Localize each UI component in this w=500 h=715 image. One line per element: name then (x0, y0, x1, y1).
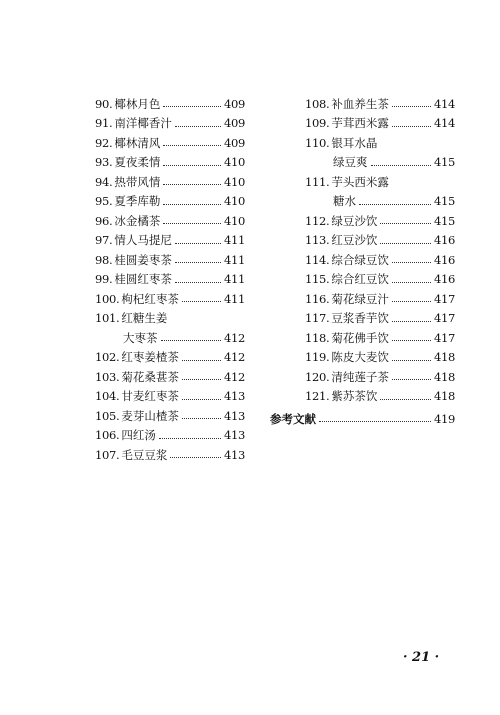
leader-dots (182, 360, 221, 361)
toc-entry (95, 348, 245, 368)
entry-number: 105. (95, 408, 120, 423)
entry-number: 98. (95, 252, 113, 267)
entry-title: 芋茸西米露 (331, 116, 389, 131)
entry-title: 紫苏茶饮 (331, 389, 378, 404)
entry-title: 大枣茶 (123, 330, 158, 345)
leader-dots (163, 106, 221, 107)
entry-title: 菊花绿豆汁 (331, 291, 389, 306)
entry-title: 菊花佛手饮 (331, 330, 389, 345)
leader-dots (163, 145, 221, 146)
toc-entry (95, 250, 245, 270)
toc-entry (95, 309, 245, 329)
entry-title: 冰金橘茶 (114, 213, 161, 228)
entry-number: 90. (95, 96, 113, 111)
entry-title: 综合绿豆饮 (331, 252, 389, 267)
entry-number: 110. (305, 135, 330, 150)
entry-number: 112. (305, 213, 330, 228)
toc-entry (95, 133, 245, 153)
entry-page: 410 (223, 213, 245, 228)
entry-page: 415 (433, 213, 455, 228)
entry-page: 411 (223, 252, 245, 267)
leader-dots (175, 262, 221, 263)
entry-page: 411 (223, 272, 245, 287)
entry-page: 412 (223, 330, 245, 345)
entry-title: 毛豆豆浆 (121, 447, 168, 462)
entry-title: 枸杞红枣茶 (121, 291, 179, 306)
entry-title: 银耳水晶 (331, 135, 378, 150)
entry-page: 418 (433, 350, 455, 365)
leader-dots (163, 204, 221, 205)
leader-dots (380, 243, 431, 244)
entry-page: 411 (223, 233, 245, 248)
entry-number: 119. (305, 350, 330, 365)
toc-entry (305, 250, 455, 270)
entry-page: 412 (223, 369, 245, 384)
entry-number: 99. (95, 272, 113, 287)
entry-number: 97. (95, 233, 113, 248)
leader-dots (163, 223, 221, 224)
entry-title: 桂圆姜枣茶 (114, 252, 172, 267)
entry-number: 104. (95, 389, 120, 404)
entry-title: 陈皮大麦饮 (331, 350, 389, 365)
entry-number: 91. (95, 116, 113, 131)
entry-page: 416 (433, 233, 455, 248)
leader-dots (182, 399, 221, 400)
entry-number: 100. (95, 291, 120, 306)
entry-number: 108. (305, 96, 330, 111)
toc-entry (305, 348, 455, 368)
entry-page: 412 (223, 350, 245, 365)
entry-number: 94. (95, 174, 113, 189)
entry-title: 南洋椰香汁 (114, 116, 172, 131)
leader-dots (182, 301, 221, 302)
entry-page: 417 (433, 311, 455, 326)
leader-dots (170, 457, 221, 458)
entry-page: 409 (223, 116, 245, 131)
entry-page: 418 (433, 389, 455, 404)
entry-page: 414 (433, 96, 455, 111)
entry-number: 95. (95, 194, 113, 209)
entry-title: 四红汤 (121, 428, 156, 443)
leader-dots (392, 126, 431, 127)
leader-dots (392, 360, 431, 361)
entry-number: 103. (95, 369, 120, 384)
entry-page: 418 (433, 369, 455, 384)
toc-right-column (305, 94, 455, 406)
toc-entry (305, 328, 455, 348)
leader-dots (392, 282, 431, 283)
toc-entry-references (270, 409, 455, 429)
entry-page: 409 (223, 96, 245, 111)
entry-title: 清纯莲子茶 (331, 369, 389, 384)
entry-page: 413 (223, 447, 245, 462)
entry-number: 102. (95, 350, 120, 365)
toc-entry (305, 367, 455, 387)
entry-page: 413 (223, 408, 245, 423)
entry-number: 114. (305, 252, 330, 267)
references-title: 参考文献 (270, 411, 316, 426)
toc-entry (95, 94, 245, 114)
leader-dots (319, 421, 431, 422)
toc-entry (305, 133, 455, 153)
entry-number: 92. (95, 135, 113, 150)
toc-entry (95, 387, 245, 407)
toc-entry (95, 445, 245, 465)
leader-dots (182, 379, 221, 380)
entry-title: 情人马提尼 (114, 233, 172, 248)
entry-title: 绿豆沙饮 (331, 213, 378, 228)
entry-page: 417 (433, 330, 455, 345)
leader-dots (161, 340, 221, 341)
entry-number: 116. (305, 291, 330, 306)
entry-number: 101. (95, 311, 120, 326)
entry-title: 椰林月色 (114, 96, 161, 111)
toc-entry (305, 211, 455, 231)
entry-title: 糖水 (333, 194, 356, 209)
toc-entry (305, 270, 455, 290)
entry-number: 113. (305, 233, 330, 248)
entry-page: 410 (223, 174, 245, 189)
toc-entry (305, 94, 455, 114)
leader-dots (163, 165, 221, 166)
toc-entry (305, 172, 455, 192)
entry-number: 115. (305, 272, 330, 287)
page-number: · 21 · (403, 650, 440, 665)
entry-number: 121. (305, 389, 330, 404)
toc-entry (305, 192, 455, 212)
leader-dots (175, 282, 221, 283)
toc-entry (305, 289, 455, 309)
entry-title: 菊花桑葚茶 (121, 369, 179, 384)
entry-title: 夏夜柔情 (114, 155, 161, 170)
toc-left-column (95, 94, 245, 465)
entry-number: 117. (305, 311, 330, 326)
leader-dots (392, 106, 431, 107)
entry-number: 109. (305, 116, 330, 131)
entry-title: 甘麦红枣茶 (121, 389, 179, 404)
toc-entry (95, 114, 245, 134)
leader-dots (380, 399, 431, 400)
entry-title: 红糖生姜 (121, 311, 168, 326)
leader-dots (392, 301, 431, 302)
toc-entry (95, 328, 245, 348)
toc-entry (305, 114, 455, 134)
entry-number: 120. (305, 369, 330, 384)
entry-page: 411 (223, 291, 245, 306)
entry-title: 综合红豆饮 (331, 272, 389, 287)
leader-dots (163, 184, 221, 185)
toc-entry (95, 172, 245, 192)
entry-page: 415 (433, 155, 455, 170)
toc-entry (305, 309, 455, 329)
leader-dots (175, 243, 221, 244)
entry-page: 417 (433, 291, 455, 306)
entry-page: 410 (223, 155, 245, 170)
entry-page: 413 (223, 389, 245, 404)
entry-page: 410 (223, 194, 245, 209)
entry-number: 96. (95, 213, 113, 228)
toc-entry (95, 192, 245, 212)
entry-title: 桂圆红枣茶 (114, 272, 172, 287)
entry-number: 111. (305, 174, 330, 189)
entry-number: 93. (95, 155, 113, 170)
leader-dots (159, 438, 221, 439)
toc-entry (95, 426, 245, 446)
entry-title: 红豆沙饮 (331, 233, 378, 248)
toc-entry (95, 153, 245, 173)
entry-page: 416 (433, 252, 455, 267)
toc-entry (95, 406, 245, 426)
leader-dots (392, 262, 431, 263)
toc-entry (95, 270, 245, 290)
entry-page: 414 (433, 116, 455, 131)
entry-number: 107. (95, 447, 120, 462)
entry-page: 416 (433, 272, 455, 287)
leader-dots (392, 321, 431, 322)
toc-entry (305, 387, 455, 407)
entry-title: 豆浆香芋饮 (331, 311, 389, 326)
toc-entry (305, 231, 455, 251)
leader-dots (392, 379, 431, 380)
entry-page: 413 (223, 428, 245, 443)
references-page: 419 (433, 411, 455, 426)
toc-entry (95, 289, 245, 309)
entry-title: 夏季库勒 (114, 194, 161, 209)
leader-dots (392, 340, 431, 341)
entry-title: 芋头西米露 (331, 174, 389, 189)
leader-dots (175, 126, 221, 127)
toc-entry (95, 211, 245, 231)
toc-entry (95, 367, 245, 387)
entry-number: 106. (95, 428, 120, 443)
leader-dots (371, 165, 431, 166)
entry-title: 麦芽山楂茶 (121, 408, 179, 423)
entry-title: 热带风情 (114, 174, 161, 189)
entry-title: 绿豆爽 (333, 155, 368, 170)
leader-dots (359, 204, 431, 205)
entry-number: 118. (305, 330, 330, 345)
entry-page: 415 (433, 194, 455, 209)
entry-title: 椰林清风 (114, 135, 161, 150)
entry-page: 409 (223, 135, 245, 150)
leader-dots (182, 418, 221, 419)
leader-dots (380, 223, 431, 224)
toc-entry (95, 231, 245, 251)
entry-title: 补血养生茶 (331, 96, 389, 111)
toc-entry (305, 153, 455, 173)
entry-title: 红枣姜楂茶 (121, 350, 179, 365)
